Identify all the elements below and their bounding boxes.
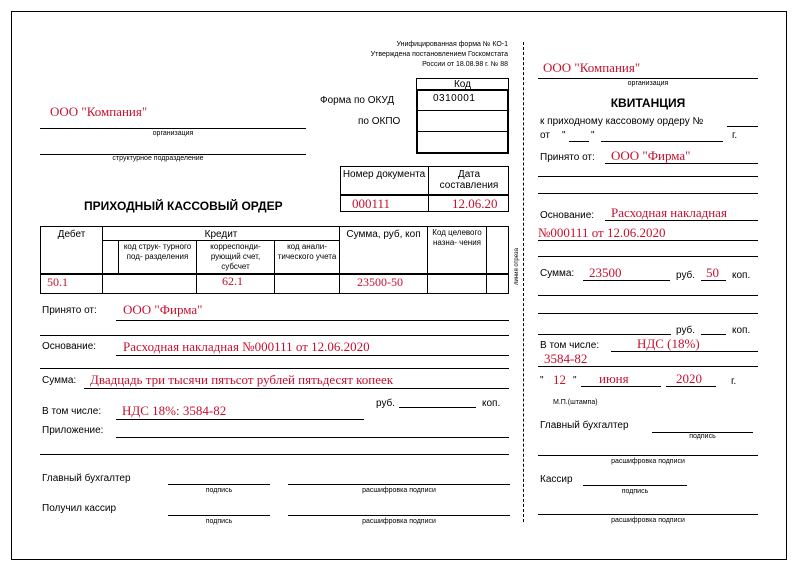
sum-value[interactable]: Двадцадь три тысячи пятьсот рублей пятьдесят копеек — [90, 372, 394, 387]
receipt-sum-kop-value[interactable]: 50 — [706, 265, 719, 280]
date-header: Дата составления — [439, 169, 499, 191]
debit-header: Дебет — [57, 229, 86, 240]
receipt-received-from-value[interactable]: ООО "Фирма" — [611, 148, 691, 163]
receipt-sum-label: Сумма: — [540, 268, 575, 279]
attachment-label: Приложение: — [42, 425, 104, 436]
code-label: Код — [453, 79, 471, 90]
receipt-org-caption: организация — [627, 80, 669, 87]
org-value[interactable]: ООО "Компания" — [50, 104, 148, 119]
date-quote-close: " — [573, 375, 577, 386]
kop-label: коп. — [482, 398, 501, 409]
from-label: от — [540, 130, 550, 141]
unified-form-text: Унифицированная форма № КО-1 — [396, 41, 508, 48]
receipt-year-suffix: г. — [731, 376, 737, 387]
received-cashier-label: Получил кассир — [42, 503, 117, 514]
struct-code-header: код струк- турного под- разделения — [123, 242, 192, 261]
receipt-day[interactable]: 12 — [553, 372, 566, 387]
signature-caption: подпись — [205, 487, 233, 494]
decoding-caption: расшифровка подписи — [362, 487, 436, 494]
stamp-label: М.П.(штампа) — [553, 399, 598, 406]
date-quote-open: " — [540, 375, 544, 386]
debit-value[interactable]: 50.1 — [47, 275, 68, 289]
receipt-rub-label-2: руб. — [676, 325, 696, 336]
org-caption: организация — [152, 130, 194, 137]
receipt-chief-accountant-label: Главный бухгалтер — [540, 420, 629, 431]
receipt-decoding-caption: расшифровка подписи — [611, 458, 685, 465]
year-suffix: г. — [732, 130, 738, 141]
okud-label: Форма по ОКУД — [320, 95, 395, 106]
receipt-received-from-label: Принято от: — [540, 152, 595, 163]
receipt-rub-label: руб. — [676, 270, 696, 281]
receipt-sum-rub-value[interactable]: 23500 — [589, 265, 622, 280]
receipt-signature-caption: подпись — [621, 488, 649, 495]
okud-value[interactable]: 0310001 — [433, 93, 476, 104]
signature-caption: подпись — [205, 518, 233, 525]
division-caption: структурное подразделение — [112, 155, 204, 162]
decoding-caption: расшифровка подписи — [362, 518, 436, 525]
cut-line — [523, 42, 524, 522]
form-approval-note — [330, 40, 508, 70]
cut-line-label: линия отреза — [514, 248, 520, 286]
received-from-label: Принято от: — [42, 305, 97, 316]
receipt-title: КВИТАНЦИЯ — [610, 96, 686, 110]
quote-open: " — [562, 130, 566, 141]
receipt-year[interactable]: 2020 — [676, 371, 702, 386]
russia-text: России от 18.08.98 г. № 88 — [422, 61, 508, 68]
purpose-code-header: Код целевого назна- чения — [432, 228, 482, 247]
sum-label: Сумма: — [42, 375, 77, 386]
receipt-kop-label: коп. — [732, 270, 751, 281]
amount-value[interactable]: 23500-50 — [357, 275, 403, 289]
receipt-kop-label-2: коп. — [732, 325, 751, 336]
receipt-basis-label: Основание: — [540, 210, 595, 221]
to-order-label: к приходному кассовому ордеру № — [540, 116, 704, 127]
credit-header: Кредит — [204, 229, 238, 240]
including-value[interactable]: НДС 18%: 3584-82 — [122, 403, 227, 418]
chief-accountant-label: Главный бухгалтер — [42, 473, 131, 484]
receipt-month[interactable]: июня — [599, 371, 629, 386]
receipt-vat-amount[interactable]: 3584-82 — [544, 351, 588, 366]
basis-label: Основание: — [42, 341, 97, 352]
rub-label: руб. — [376, 398, 396, 409]
okpo-label: по ОКПО — [358, 116, 401, 127]
approved-text: Утверждена постановлением Госкомстата — [370, 51, 508, 58]
corr-account-value[interactable]: 62.1 — [222, 274, 243, 288]
receipt-basis-value-1[interactable]: Расходная накладная — [611, 205, 727, 220]
basis-value[interactable]: Расходная накладная №000111 от 12.06.2020 — [123, 339, 370, 354]
doc-number-header: Номер документа — [342, 169, 426, 180]
including-label: В том числе: — [42, 406, 102, 417]
order-title: ПРИХОДНЫЙ КАССОВЫЙ ОРДЕР — [84, 199, 283, 213]
doc-number-value[interactable]: 000111 — [352, 196, 391, 211]
analytic-code-header: код анали- тического учета — [277, 242, 337, 261]
receipt-org-value[interactable]: ООО "Компания" — [543, 60, 641, 75]
receipt-vat-value[interactable]: НДС (18%) — [637, 336, 700, 351]
receipt-signature-caption: подпись — [689, 433, 716, 440]
receipt-including-label: В том числе: — [540, 340, 600, 351]
date-value[interactable]: 12.06.20 — [452, 196, 498, 211]
amount-header: Сумма, руб, коп — [346, 229, 421, 240]
received-from-value[interactable]: ООО "Фирма" — [123, 302, 203, 317]
corr-account-header: корреспонди- рующий счет, субсчет — [210, 242, 261, 271]
quote-close: " — [591, 130, 595, 141]
receipt-decoding-caption: расшифровка подписи — [611, 517, 685, 524]
receipt-cashier-label: Кассир — [540, 474, 573, 485]
receipt-basis-value-2[interactable]: №000111 от 12.06.2020 — [538, 225, 666, 240]
